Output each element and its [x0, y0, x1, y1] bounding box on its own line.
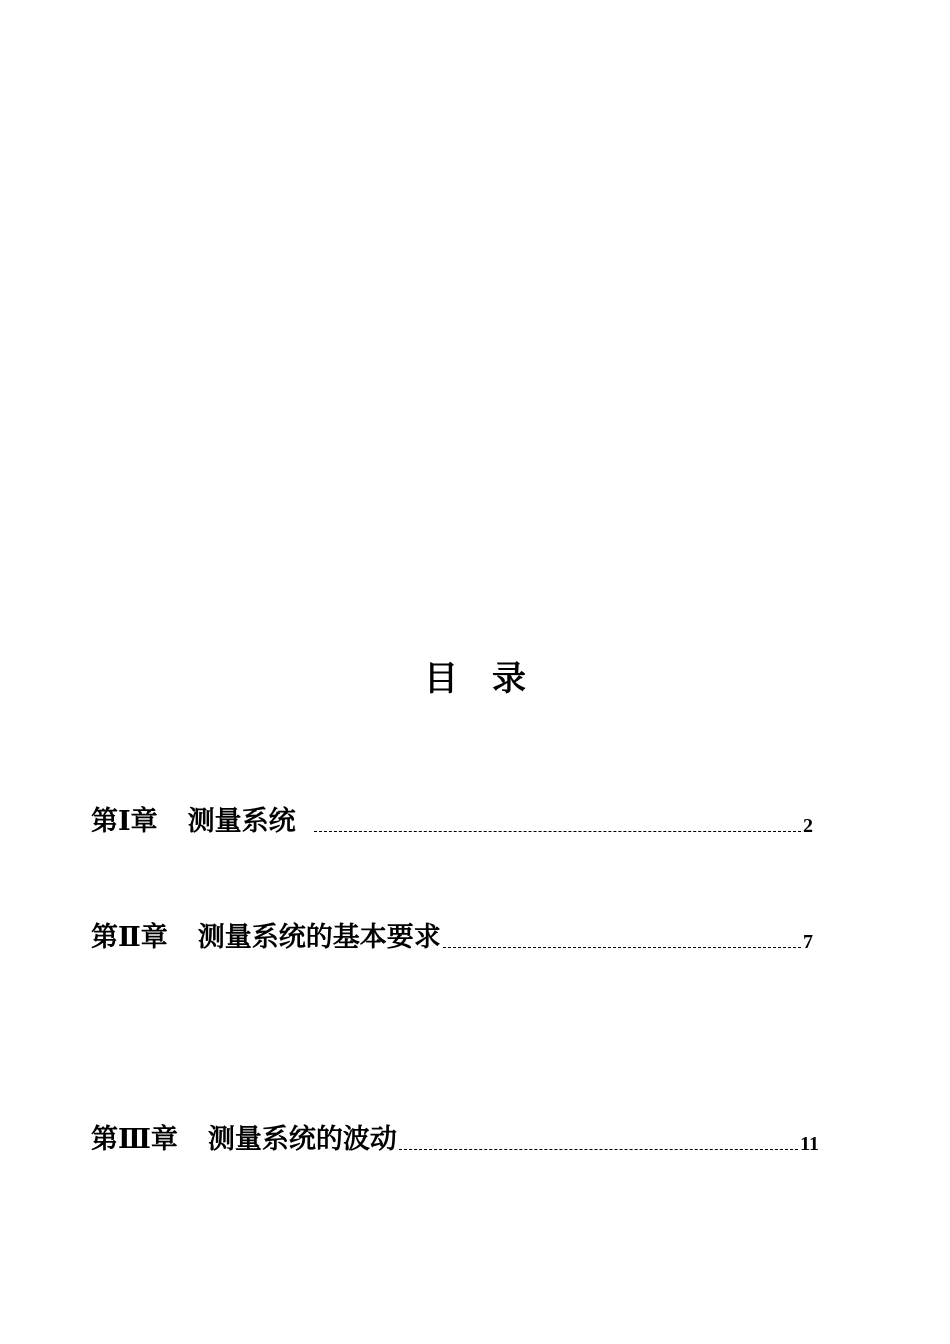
toc-entry-page-number: 2 — [803, 815, 813, 837]
toc-entry-label — [91, 804, 296, 840]
toc-heading — [0, 654, 950, 704]
toc-entry-label — [91, 1122, 397, 1158]
toc-dot-leader — [399, 1148, 798, 1150]
toc-entry-chapter: 第Ⅰ章 — [91, 806, 158, 837]
toc-entry-chapter: 第Ⅲ章 — [91, 1124, 178, 1155]
toc-entry-label — [91, 920, 441, 956]
toc-dot-leader — [314, 830, 801, 832]
toc-entry-chapter-2[interactable] — [91, 916, 813, 956]
toc-entry-chapter: 第Ⅱ章 — [91, 922, 168, 953]
toc-entry-title: 测量系统 — [187, 806, 296, 837]
toc-dot-leader — [443, 946, 801, 948]
toc-entry-page-number: 7 — [803, 931, 813, 953]
toc-entry-page-number: 11 — [800, 1133, 819, 1155]
toc-entry-title: 测量系统的波动 — [207, 1124, 397, 1155]
toc-entry-chapter-3[interactable] — [91, 1118, 819, 1158]
toc-entry-chapter-1[interactable] — [91, 800, 813, 840]
toc-entry-title: 测量系统的基本要求 — [197, 922, 441, 953]
toc-heading-char-1: 目 — [424, 659, 458, 699]
toc-heading-char-2: 录 — [492, 659, 526, 699]
